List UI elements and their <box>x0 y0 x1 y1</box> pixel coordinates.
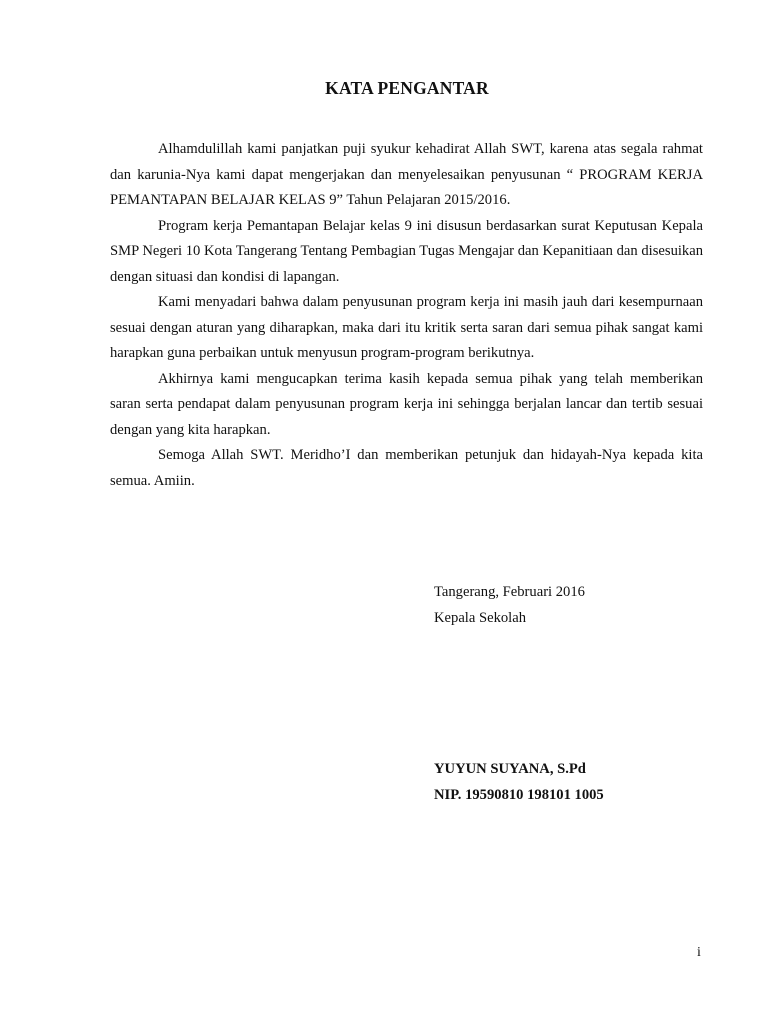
signature-block-bottom <box>434 757 604 808</box>
document-title: KATA PENGANTAR <box>325 78 489 98</box>
body-text <box>110 137 703 494</box>
paragraph-4: Akhirnya kami mengucapkan terima kasih kepada semua pihak yang telah memberikan saran serta pendapat dalam penyusunan program kerja ini sehingga berjalan lancar dan tertib sesuai dengan yang kita harapkan. <box>110 370 703 438</box>
paragraph-2: Program kerja Pemantapan Belajar kelas 9 ini disusun berdasarkan surat Keputusan Kepala SMP Negeri 10 Kota Tangerang Tentang Pembagian Tugas Mengajar dan Kepanitiaan dan disesuikan dengan situasi dan kondisi di lapangan. <box>110 217 703 285</box>
paragraph-1: Alhamdulillah kami panjatkan puji syukur kehadirat Allah SWT, karena atas segala rahmat dan karunia-Nya kami dapat mengerjakan dan menyelesaikan penyusunan “ PROGRAM KERJA PEMANTAPAN BELAJAR KELAS 9” Tahun Pelajaran 2015/2016. <box>110 141 703 208</box>
signatory-name: YUYUN SUYANA, S.Pd <box>434 761 586 777</box>
page-number: i <box>697 945 701 960</box>
signature-block-top <box>434 580 585 631</box>
paragraph-5: Semoga Allah SWT. Meridho’I dan memberikan petunjuk dan hidayah-Nya kepada kita semua. Amiin. <box>110 447 703 489</box>
signature-place-date: Tangerang, Februari 2016 <box>434 584 585 600</box>
signature-position: Kepala Sekolah <box>434 609 526 626</box>
paragraph-3: Kami menyadari bahwa dalam penyusunan program kerja ini masih jauh dari kesempurnaan sesuai dengan aturan yang diharapkan, maka dari itu kritik serta saran dari semua pihak sangat kami harapkan guna perbaikan untuk menyusun program-program berikutnya. <box>110 294 703 361</box>
signatory-nip: NIP. 19590810 198101 1005 <box>434 786 604 803</box>
